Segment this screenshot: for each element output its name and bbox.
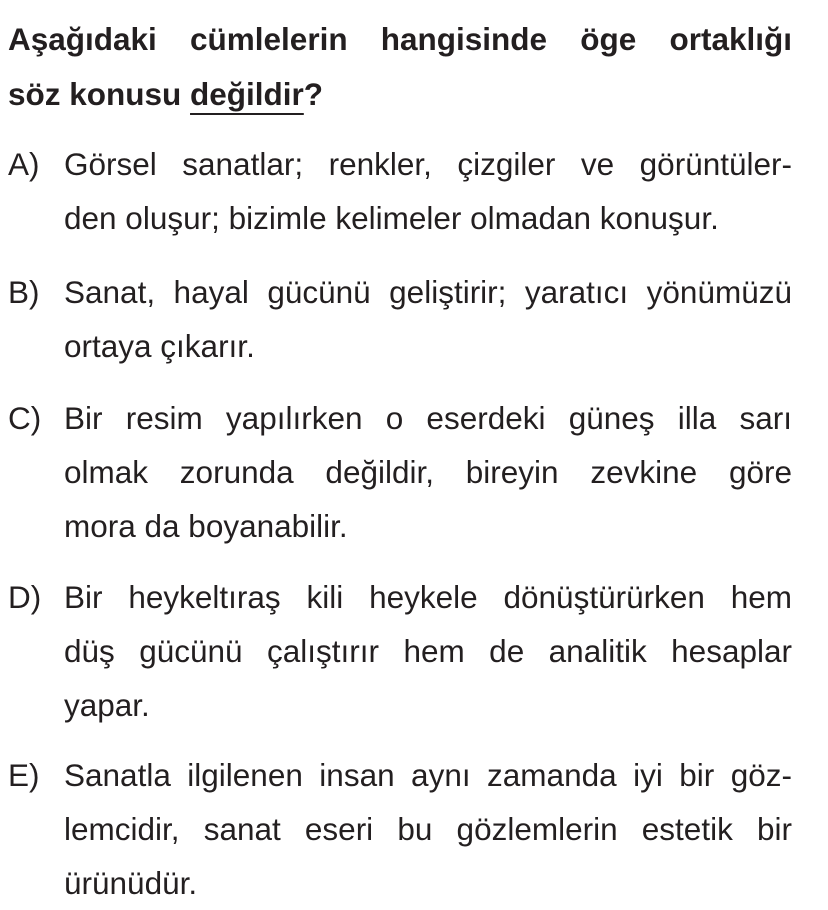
option-d-line-2: düş gücünü çalıştırır hem de analitik hesaplar	[64, 633, 792, 669]
option-e[interactable]	[8, 748, 792, 910]
option-c-text	[64, 391, 792, 553]
question-line-2	[8, 67, 792, 122]
option-d[interactable]	[8, 570, 792, 732]
question-stem	[8, 12, 792, 122]
option-a-line-1: Görsel sanatlar; renkler, çizgiler ve görüntüler-	[64, 146, 792, 182]
option-e-line-2: lemcidir, sanat eseri bu gözlemlerin estetik bir	[64, 811, 792, 847]
option-e-text	[64, 748, 792, 910]
question-line-2-start: söz konusu	[8, 76, 191, 112]
option-d-letter: D)	[8, 579, 42, 615]
option-d-text	[64, 570, 792, 732]
option-d-line-3: yapar.	[64, 687, 150, 723]
option-b-line-2: ortaya çıkarır.	[64, 328, 255, 364]
option-b-line-1: Sanat, hayal gücünü geliştirir; yaratıcı yönümüzü	[64, 274, 792, 310]
question-line-1: Aşağıdaki cümlelerin hangisinde öge ortaklığı	[8, 21, 792, 57]
option-a-text	[64, 137, 792, 245]
option-c[interactable]	[8, 391, 792, 553]
option-d-line-1: Bir heykeltıraş kili heykele dönüştürürken hem	[64, 579, 792, 615]
option-c-letter: C)	[8, 400, 42, 436]
option-b[interactable]	[8, 265, 792, 373]
option-a-letter: A)	[8, 146, 40, 182]
option-a-line-2: den oluşur; bizimle kelimeler olmadan konuşur.	[64, 200, 719, 236]
option-c-line-1: Bir resim yapılırken o eserdeki güneş illa sarı	[64, 400, 792, 436]
option-e-line-3: ürünüdür.	[64, 865, 198, 901]
option-a[interactable]	[8, 137, 792, 245]
question-underlined-word: değildir	[190, 76, 304, 112]
option-e-line-1: Sanatla ilgilenen insan aynı zamanda iyi bir göz-	[64, 757, 792, 793]
option-b-text	[64, 265, 792, 373]
option-e-letter: E)	[8, 757, 40, 793]
option-b-letter: B)	[8, 274, 40, 310]
option-c-line-3: mora da boyanabilir.	[64, 508, 348, 544]
option-c-line-2: olmak zorunda değildir, bireyin zevkine göre	[64, 454, 792, 490]
question-mark: ?	[303, 76, 324, 112]
